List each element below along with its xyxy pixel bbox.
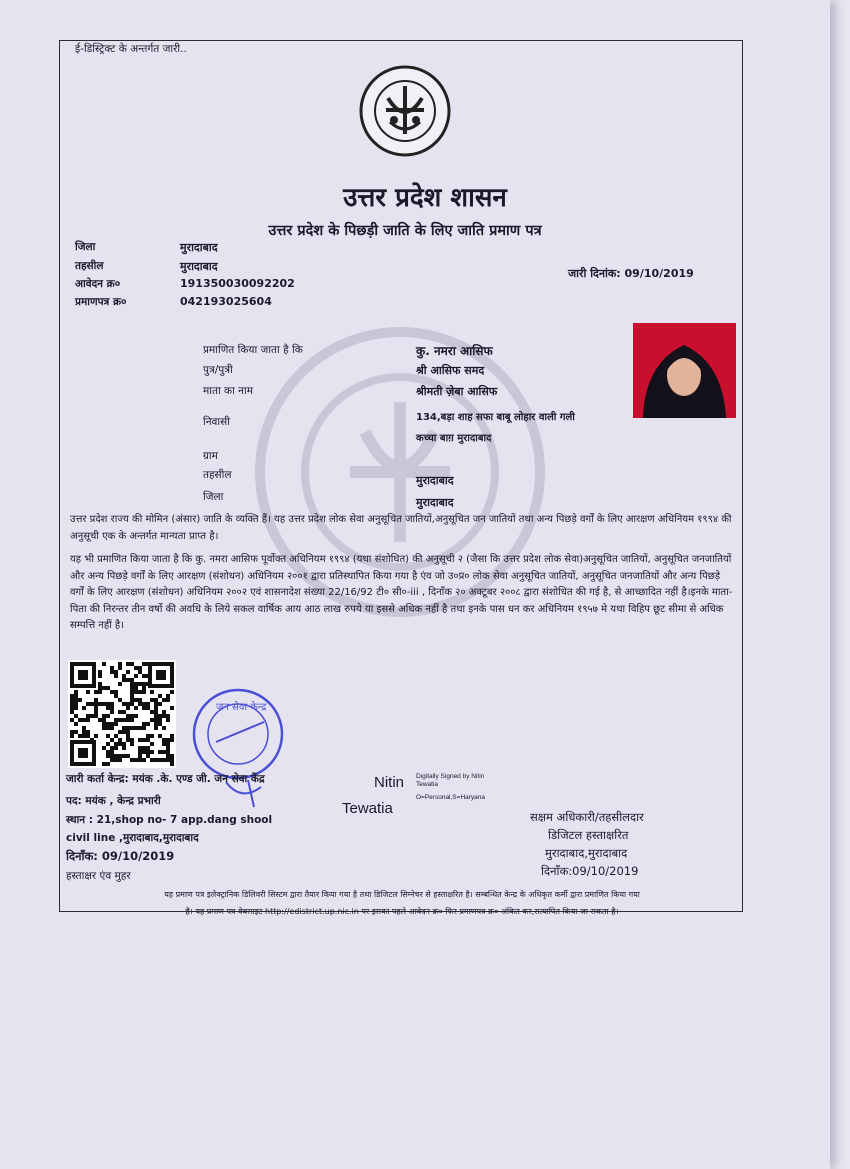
stamp-text: जन सेवा केन्द्र [216, 702, 267, 713]
issuer-centre: जारी कर्ता केन्द्र: मयंक .के. एण्ड जी. जन सेवा केंद्र [66, 773, 265, 785]
certificate-title: उत्तर प्रदेश शासन [343, 183, 507, 213]
meta-tehsil-value: मुरादाबाद [180, 260, 218, 273]
digital-sign-note-3: O=Personal,S=Haryana [416, 794, 486, 801]
resident-value-1: 134,बड़ा शाह सफा बाबू लोहार वाली गली [416, 412, 575, 423]
meta-application-value: 191350030092202 [180, 277, 295, 290]
village-label: ग्राम [203, 450, 218, 462]
child-of-label: पुत्र/पुत्री [203, 364, 233, 376]
caste-statement: उत्तर प्रदेश राज्य की मोमिन (अंसार) जाति के व्यक्ति हैं। यह उत्तर प्रदेश लोक सेवा अनुसूचित जातियों,अनुसूचित जन जातियों तथा अन्य पिछड़े वर्गों के लिए आरक्षण अधिनियम १९९४ की अनुसूची एक के अन्तर्गत मान्यता प्राप्त है। [70, 514, 732, 542]
footer-note-1: यह प्रमाण पत्र इलेक्ट्रानिक डिलिवरी सिस्टम द्वारा तैयार किया गया है तथा डिजिटल सिग्नेचर से हस्ताक्षरित है। सम्बन्धित केन्द्र के अधिकृत कर्मी द्वारा प्रमाणित किया गया [164, 890, 640, 899]
certified-label: प्रमाणित किया जाता है कि [203, 344, 303, 356]
mother-value: श्रीमती ज़ेबा आसिफ [416, 385, 498, 398]
authority-place: मुरादाबाद,मुरादाबाद [545, 846, 628, 860]
digital-sign-note-2: Tewatia [416, 781, 439, 788]
detail-tehsil-value: मुरादाबाद [416, 474, 454, 487]
meta-tehsil-label: तहसील [75, 260, 104, 272]
applicant-photo [633, 323, 736, 418]
digital-sign-note-1: Digitally Signed by Nitin [416, 773, 485, 780]
detail-district-label: जिला [203, 491, 224, 503]
child-of-value: श्री आसिफ समद [416, 364, 485, 377]
issuer-place-2: civil line ,मुरादाबाद,मुरादाबाद [66, 832, 199, 844]
resident-label: निवासी [203, 416, 230, 428]
detail-tehsil-label: तहसील [203, 469, 232, 481]
issuer-place: स्थान : 21,shop no- 7 app.dang shool [66, 814, 273, 826]
issue-date: जारी दिनांक: 09/10/2019 [568, 267, 694, 280]
authority-title: सक्षम अधिकारी/तहसीलदार [530, 810, 644, 824]
verification-qr-code [68, 660, 176, 768]
mother-label: माता का नाम [203, 385, 253, 397]
official-stamp-icon [186, 682, 286, 812]
certified-name: कु. नमरा आसिफ [416, 344, 493, 358]
meta-application-label: आवेदन क्र० [75, 278, 121, 290]
resident-value-2: कच्चा बाग़ मुरादाबाद [416, 433, 492, 444]
footer-note-2: है। यह प्रमाण पत्र वेबसाइट http://edistrict.up.nic.in पर इसका पहले आवेदन क्र० फिर प्रमाणपत्र क्र० अंकित कर,सत्यापित किया जा सकता है। [185, 907, 619, 916]
authority-date: दिनाँक:09/10/2019 [541, 864, 639, 878]
issuer-post: पद: मयंक , केन्द्र प्रभारी [66, 795, 161, 807]
up-government-emblem-icon [358, 64, 452, 158]
digital-sign-name-1: Nitin [374, 774, 405, 791]
certification-statement: यह भी प्रमाणित किया जाता है कि कु. नमरा आसिफ पूर्वोक्त अधिनियम १९९४ (यथा संशोधित) की अनुसूची २ (जैसा कि उत्तर प्रदेश लोक सेवा)अनुसूचित जातियों, अनुसूचित जनजातियों और अन्य पिछड़े वर्गों के लिए आरक्षण (संशोधन) अधिनियम २००१ द्वारा प्रतिस्थापित किया गया है एंव जो उ०प्र० लोक सेवा अनुसूचित जातियों, अनुसूचित जनजातियों और अन्य पिछड़े वर्गों के लिए आरक्षण (संशोधन) अधिनियम २००२ एवं शासनादेश संख्या 22/16/92 टी० सी०-iii , दिनाँक २० अक्टूबर २००८ द्वारा संशोधित की गई है, से आच्छादित नहीं है।इनके माता-पिता की निरन्तर तीन वर्षो की अवधि के लिये सकल वार्षिक आय आठ लाख रुपये या इससे अधिक नहीं है तथा इनके पास धन कर अधिनियम १९५७ मे यथा विहिप छूट सीमा से अधिक सम्पत्ति नहीं है। [70, 554, 733, 631]
certificate-subtitle: उत्तर प्रदेश के पिछड़ी जाति के लिए जाति प्रमाण पत्र [268, 223, 542, 239]
detail-district-value: मुरादाबाद [416, 496, 454, 509]
digital-sign-name-2: Tewatia [342, 800, 393, 817]
meta-district-value: मुरादाबाद [180, 241, 218, 254]
meta-certificate-label: प्रमाणपत्र क्र० [75, 296, 127, 308]
meta-district-label: जिला [75, 241, 96, 253]
issuer-date: दिनाँक: 09/10/2019 [66, 849, 175, 863]
meta-certificate-value: 042193025604 [180, 295, 272, 308]
signature-seal-label: हस्ताक्षर एंव मुहर [66, 870, 131, 882]
authority-digital-signed: डिजिटल हस्ताक्षरित [548, 828, 629, 842]
header-note: ई-डिस्ट्रिक्ट के अन्तर्गत जारी.. [75, 43, 187, 55]
